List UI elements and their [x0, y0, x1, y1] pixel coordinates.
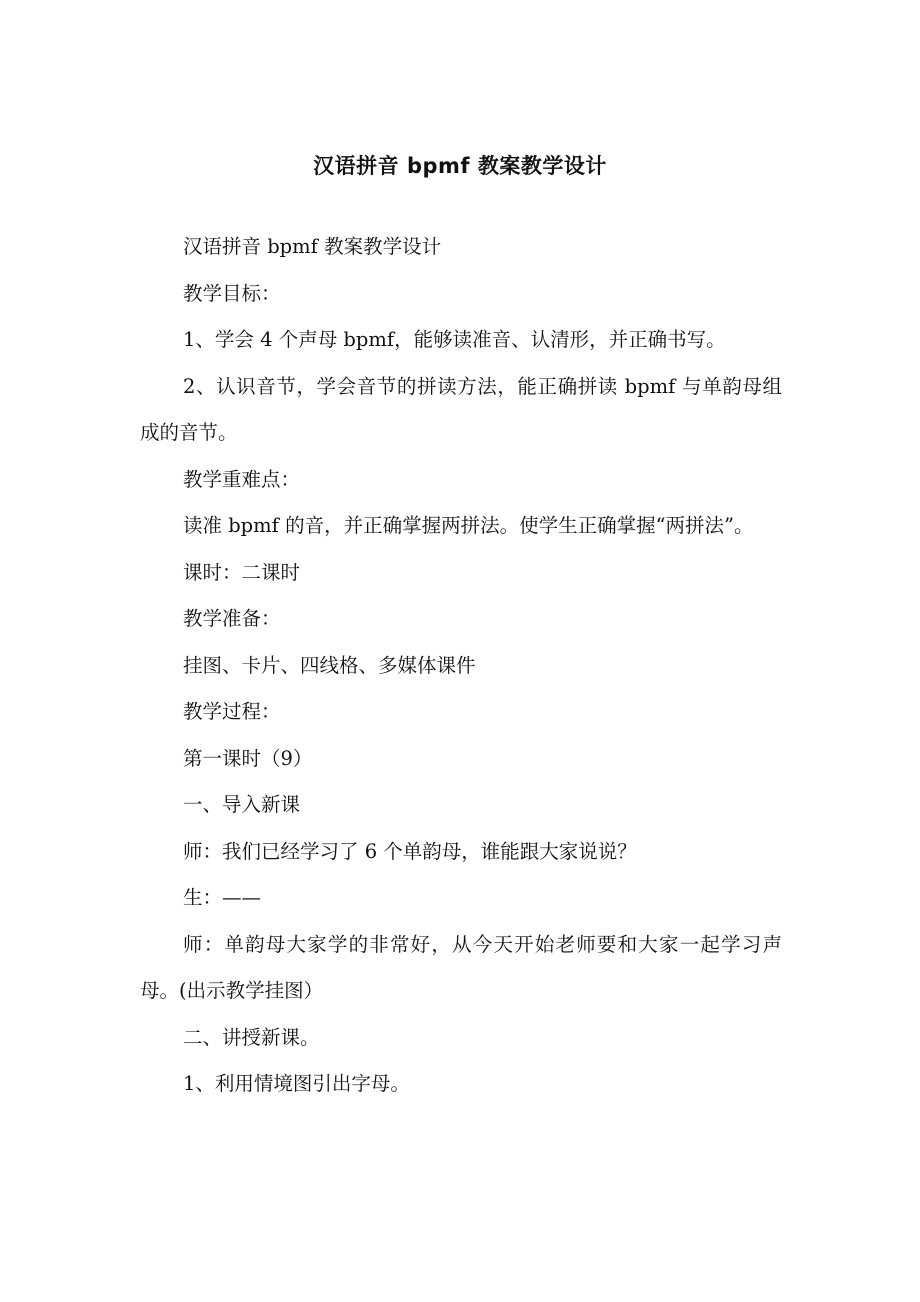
- paragraph: 1、利用情境图引出字母。: [183, 1072, 410, 1095]
- paragraph: 第一课时（9）: [183, 746, 313, 770]
- paragraph: 一、导入新课: [183, 793, 301, 816]
- paragraph: 教学目标：: [183, 281, 281, 305]
- paragraph: 师：单韵母大家学的非常好，从今天开始老师要和大家一起学习声母。(出示教学挂图）: [140, 932, 782, 1002]
- paragraph: 2、认识音节，学会音节的拼读方法，能正确拼读 bpmf 与单韵母组成的音节。: [140, 374, 782, 444]
- paragraph: 1、学会 4 个声母 bpmf，能够读准音、认清形，并正确书写。: [183, 328, 726, 351]
- paragraph: 教学重难点：: [183, 467, 301, 491]
- document-title: 汉语拼音 bpmf 教案教学设计: [313, 154, 607, 178]
- paragraph: 课时：二课时: [183, 560, 301, 584]
- paragraph: 挂图、卡片、四线格、多媒体课件: [183, 653, 476, 677]
- paragraph: 教学过程：: [183, 700, 281, 723]
- paragraph: 生：——: [183, 886, 262, 909]
- paragraph: 教学准备：: [183, 607, 281, 630]
- document-body: [140, 224, 782, 1108]
- paragraph: 汉语拼音 bpmf 教案教学设计: [183, 235, 442, 258]
- paragraph: 师：我们已经学习了 6 个单韵母，谁能跟大家说说？: [183, 839, 637, 863]
- paragraph: 二、讲授新课。: [183, 1025, 320, 1049]
- paragraph: 读准 bpmf 的音，并正确掌握两拼法。使学生正确掌握“两拼法”。: [183, 514, 754, 537]
